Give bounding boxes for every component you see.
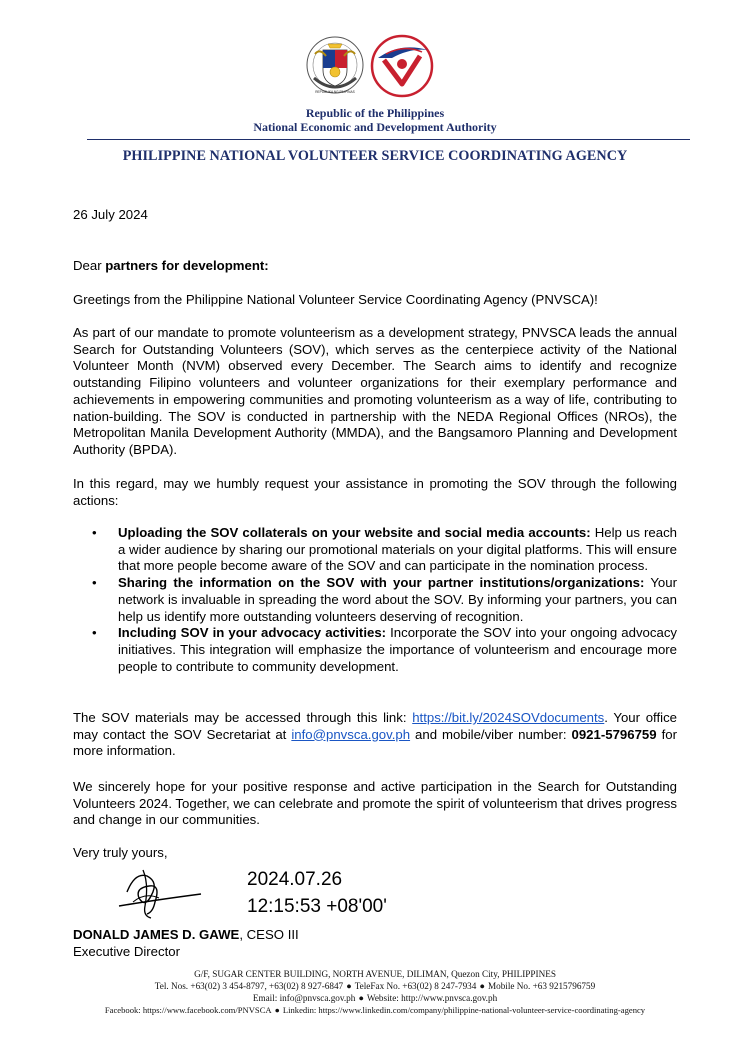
materials-mid: . Your office may contact the SOV Secretariat at xyxy=(73,710,677,742)
list-item-title: Including SOV in your advocacy activities: xyxy=(118,625,387,641)
signature-date: 2024.07.26 xyxy=(247,869,343,890)
mobile-number: 0921-5796759 xyxy=(571,726,657,742)
footer-mobile: Mobile No. +63 9215796759 xyxy=(487,981,596,991)
bullet-marker: • xyxy=(92,525,97,540)
list-item-text: Help us reach a wider audience by sharing our promotional materials on your digital platforms. This will ensure that more people become aware of the SOV and can participate in the nomination process. xyxy=(118,525,677,574)
bullet-marker: • xyxy=(92,625,97,641)
philippine-seal-icon xyxy=(306,34,364,96)
signature-time: 12:15:53 +08'00' xyxy=(247,896,387,917)
header-neda: National Economic and Development Authority xyxy=(253,120,497,134)
salutation xyxy=(73,258,677,275)
handwritten-signature xyxy=(115,862,205,922)
valediction: Very truly yours, xyxy=(73,845,168,860)
paragraph-mandate: As part of our mandate to promote volunteerism as a development strategy, PNVSCA leads the annual Search for Outstanding Volunteers (SOV), which serves as the centerpiece activity of the National Volunteer Month (NVM) observed every December. The Search aims to identify and recognize outstanding Filipino volunteers and volunteer organizations for their exemplary performance and achievements in empowering communities and promoting volunteerism as a way of life, contributing to nation-building. The SOV is conducted in partnership with the NEDA Regional Offices (NROs), the Metropolitan Manila Development Authority (MMDA), and the Bangsamoro Planning and Development Authority (BPDA). xyxy=(73,325,677,457)
letterhead-logos xyxy=(0,34,750,104)
list-item-text: Your network is invaluable in spreading the word about the SOV. By informing your partners, you can help us identify more outstanding volunteers deserving of recognition. xyxy=(118,575,677,624)
footer-separator: ● xyxy=(479,981,485,991)
footer-web xyxy=(0,993,750,1003)
paragraph-materials xyxy=(73,710,677,760)
materials-link[interactable]: https://bit.ly/2024SOVdocuments xyxy=(412,710,605,725)
header-divider xyxy=(87,139,690,140)
materials-mid2: and mobile/viber number: xyxy=(410,726,572,742)
footer-facebook: Facebook: https://www.facebook.com/PNVSCA xyxy=(104,1005,272,1015)
agency-name: PHILIPPINE NATIONAL VOLUNTEER SERVICE COORDINATING AGENCY xyxy=(122,148,628,164)
salutation-prefix: Dear xyxy=(73,258,106,273)
header-republic: Republic of the Philippines xyxy=(305,106,445,120)
greeting: Greetings from the Philippine National Volunteer Service Coordinating Agency (PNVSCA)! xyxy=(73,292,598,307)
footer-linkedin: Linkedin: https://www.linkedin.com/company/philippine-national-volunteer-service-coordinating-agency xyxy=(282,1005,646,1015)
footer-phones xyxy=(0,981,750,991)
list-item-title: Sharing the information on the SOV with your partner institutions/organizations: xyxy=(118,575,645,591)
paragraph-request: In this regard, may we humbly request your assistance in promoting the SOV through the following actions: xyxy=(73,476,677,508)
neda-logo-icon xyxy=(370,34,434,98)
email-link[interactable]: info@pnvsca.gov.ph xyxy=(291,726,411,742)
footer-separator: ● xyxy=(274,1005,280,1015)
list-item xyxy=(73,525,677,575)
signatory xyxy=(73,927,677,944)
footer-website: Website: http://www.pnvsca.gov.ph xyxy=(366,993,498,1003)
letter-date: 26 July 2024 xyxy=(73,207,148,222)
actions-list xyxy=(73,525,677,675)
footer-separator: ● xyxy=(346,981,352,991)
footer-separator: ● xyxy=(358,993,364,1003)
list-item-text: Incorporate the SOV into your ongoing advocacy initiatives. This integration will emphasize the importance of volunteerism and encourage more people to contribute to community development. xyxy=(118,625,678,674)
footer-social xyxy=(0,1005,750,1015)
materials-suffix: for more information. xyxy=(73,726,677,759)
footer-tel: Tel. Nos. +63(02) 3 454-8797, +63(02) 8 927-6847 xyxy=(154,981,344,991)
signatory-suffix: , CESO III xyxy=(239,927,299,942)
list-item xyxy=(73,625,677,675)
materials-prefix: The SOV materials may be accessed through this link: xyxy=(73,710,413,725)
seal-text: REPUBLIKA NG PILIPINAS xyxy=(315,90,355,94)
salutation-recipient: partners for development: xyxy=(105,258,269,273)
list-item-title: Uploading the SOV collaterals on your website and social media accounts: xyxy=(118,525,591,540)
footer-email: Email: info@pnvsca.gov.ph xyxy=(252,993,356,1003)
footer-telefax: TeleFax No. +63(02) 8 247-7934 xyxy=(354,981,477,991)
list-item xyxy=(73,575,677,625)
paragraph-closing: We sincerely hope for your positive response and active participation in the Search for Outstanding Volunteers 2024. Together, we can celebrate and promote the spirit of volunteerism that drives progress and change in our communities. xyxy=(73,779,677,828)
signatory-name: DONALD JAMES D. GAWE xyxy=(73,927,240,942)
bullet-marker: • xyxy=(92,575,97,591)
signatory-title: Executive Director xyxy=(73,944,181,959)
footer-address: G/F, SUGAR CENTER BUILDING, NORTH AVENUE, DILIMAN, Quezon City, PHILIPPINES xyxy=(194,969,556,979)
